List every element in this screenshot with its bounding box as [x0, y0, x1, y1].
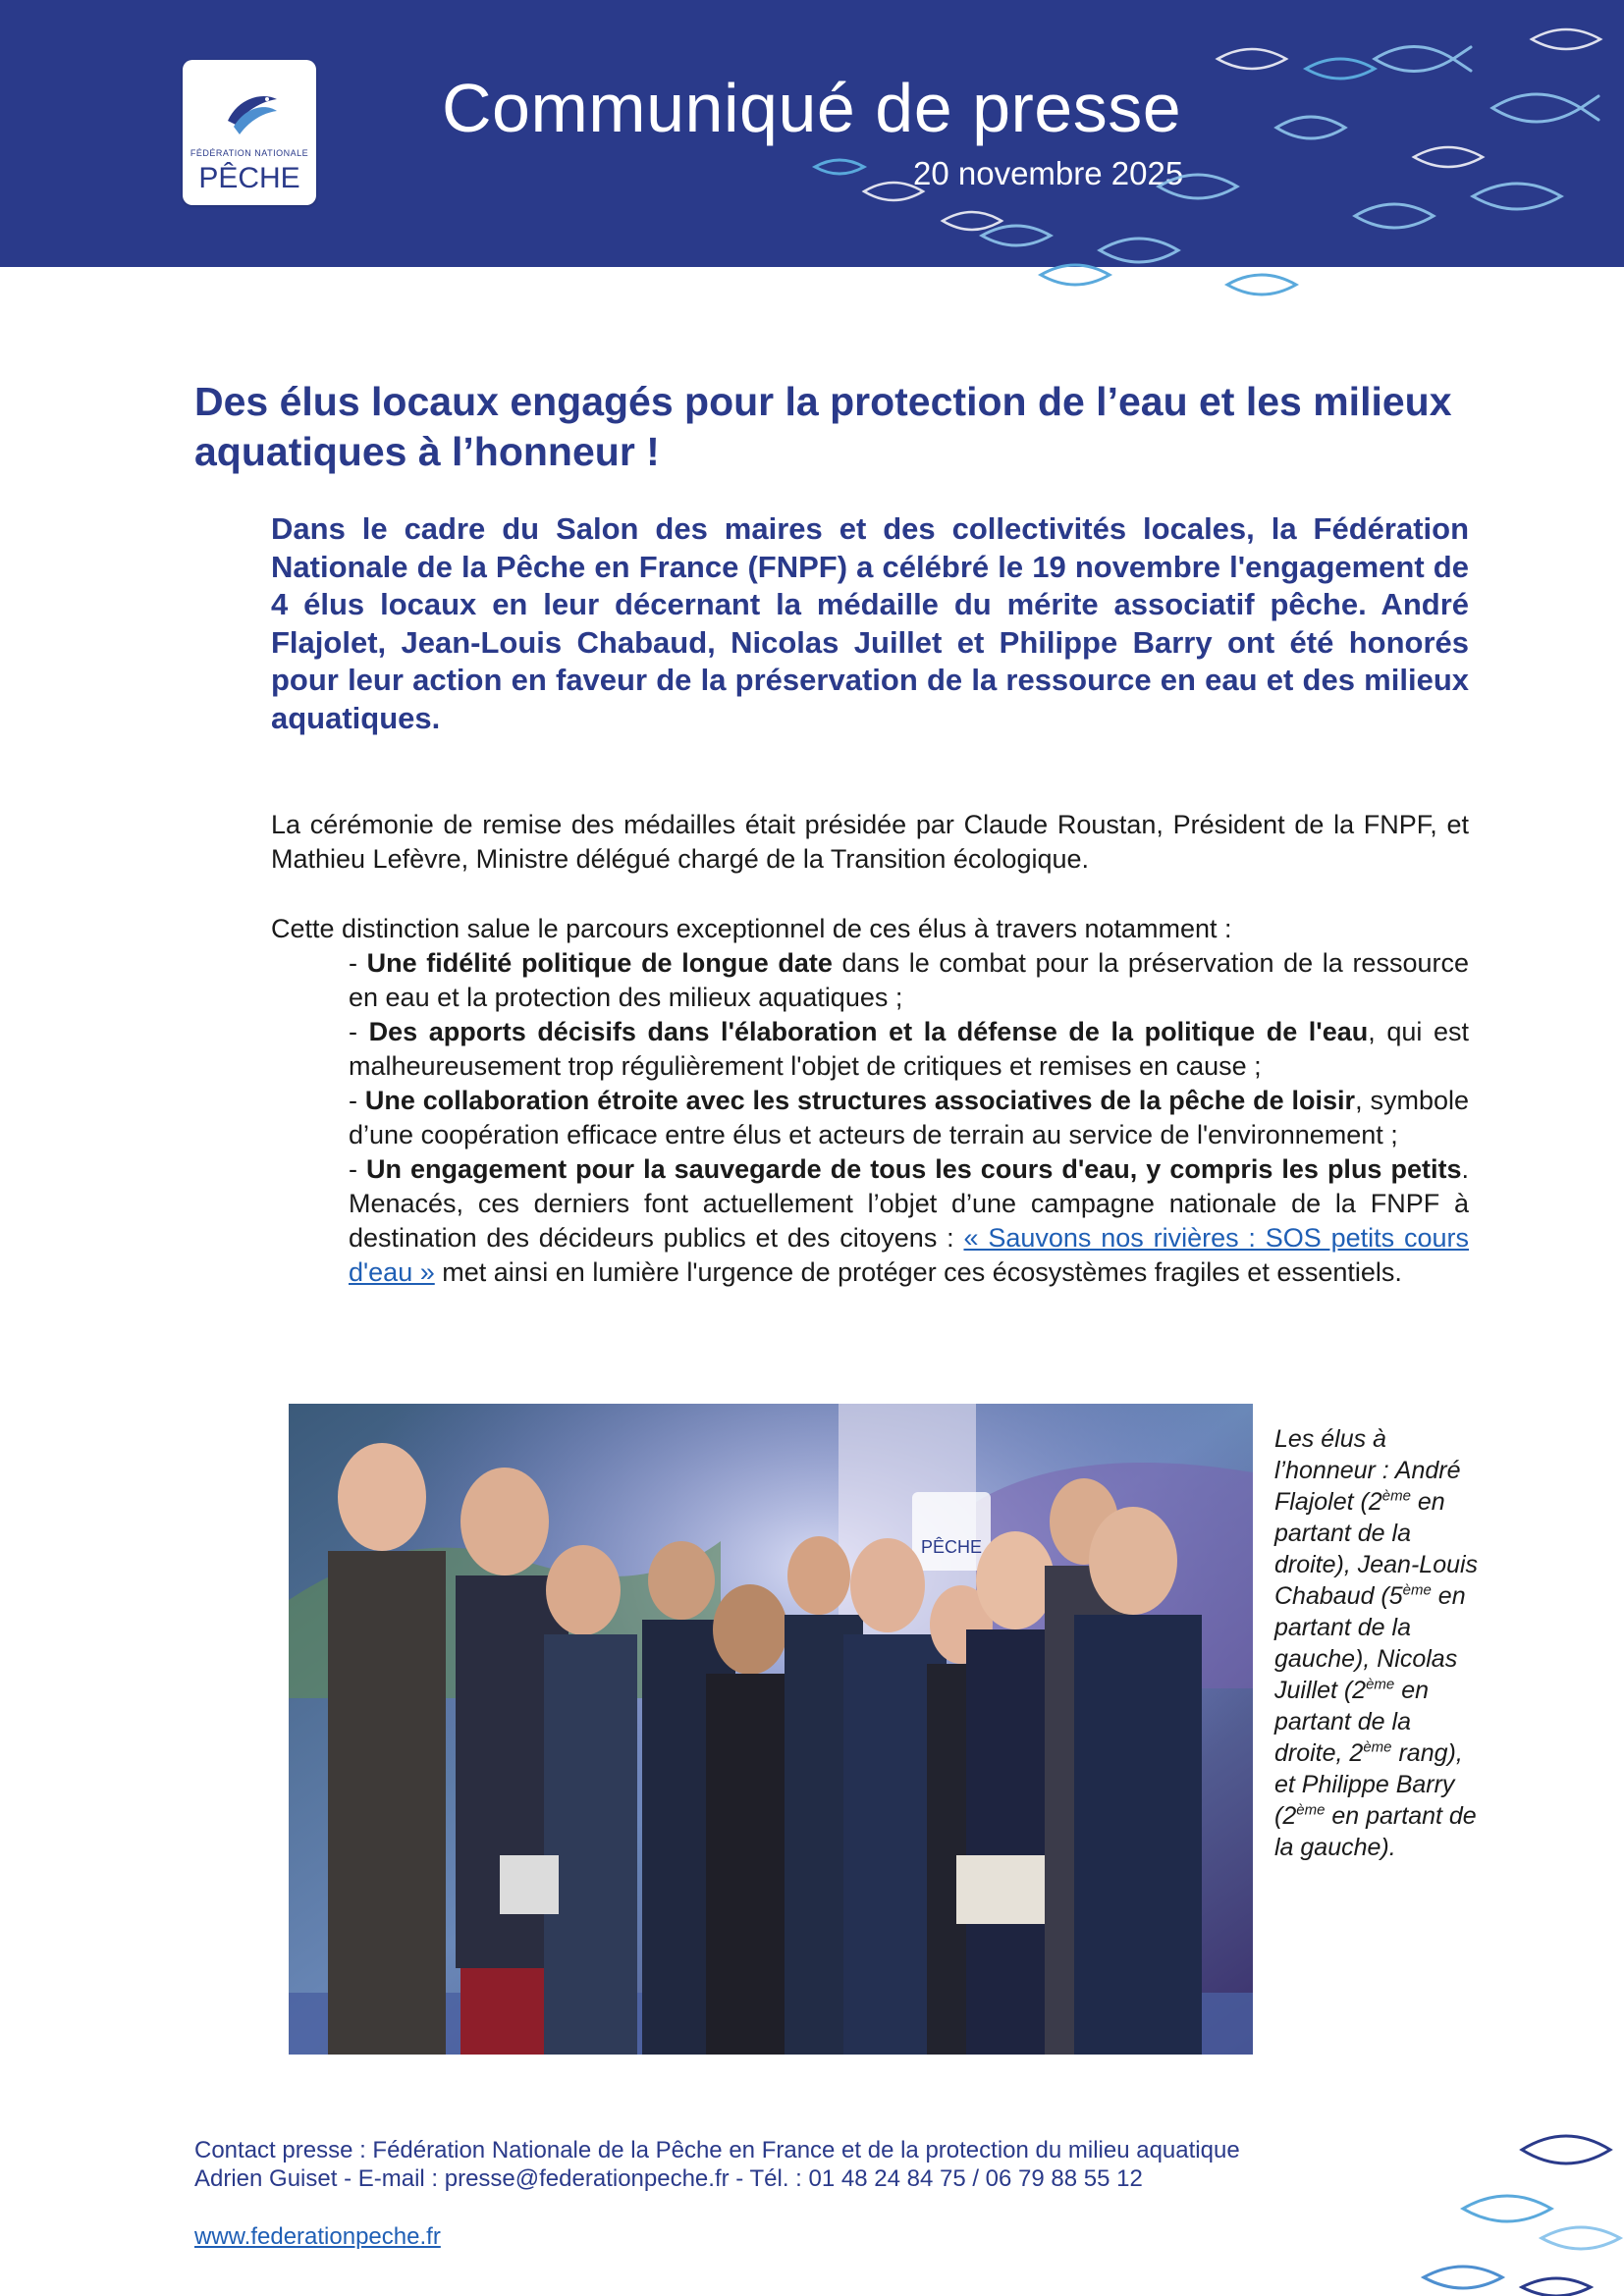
intro-paragraph: Dans le cadre du Salon des maires et des collectivités locales, la Fédération Nationale de la Pêche en France (FNPF) a célébré le 19 novembre l'engagement de 4 élus locaux en leur décernant la médaille du mérite associatif pêche. André Flajolet, Jean-Louis Chabaud, Nicolas Juillet et Philippe Barry ont été honorés pour leur action en faveur de la préservation de la ressource en eau et des milieux aquatiques. [271, 511, 1469, 735]
press-contact-org: Contact presse : Fédération Nationale de la Pêche en France et de la protection du milieu aquatique [194, 2137, 1240, 2163]
press-contact-person: Adrien Guiset - E-mail : presse@federationpeche.fr - Tél. : 01 48 24 84 75 / 06 79 88 55 12 [194, 2165, 1143, 2192]
header-banner [0, 0, 1624, 267]
logo-title: PÊCHE [198, 162, 300, 194]
ceremony-photo [289, 1404, 1253, 2055]
page-title: Des élus locaux engagés pour la protection de l’eau et les milieux aquatiques à l’honneur ! [194, 379, 1452, 474]
document-date: 20 novembre 2025 [913, 155, 1184, 191]
list-item: - Une collaboration étroite avec les structures associatives de la pêche de loisir, symbole d’une coopération efficace entre élus et acteurs de terrain au service de l'environnement ; [349, 1086, 1470, 1149]
list-item: - Un engagement pour la sauvegarde de tous les cours d'eau, y compris les plus petits. Menacés, ces derniers font actuellement l’objet d’une campagne nationale de la FNPF à destination des décideurs publics et des citoyens : « Sauvons nos rivières : SOS petits cours d'eau » met ainsi en lumière l'urgence de protéger ces écosystèmes fragiles et essentiels. [349, 1154, 1469, 1287]
fish-logo-icon [220, 78, 281, 146]
achievements-list [349, 946, 1469, 1290]
list-item: - Une fidélité politique de longue date dans le combat pour la préservation de la ressource en eau et la protection des milieux aquatiques ; [349, 948, 1469, 1012]
footer-fish-icon [1404, 2110, 1624, 2296]
fnpf-logo[interactable] [183, 60, 316, 205]
distinction-paragraph: Cette distinction salue le parcours exceptionnel de ces élus à travers notamment : [271, 914, 1232, 943]
list-item: - Des apports décisifs dans l'élaboration et la défense de la politique de l'eau, qui est malheureusement trop régulièrement l'objet de critiques et remises en cause ; [349, 1017, 1469, 1081]
ceremony-paragraph: La cérémonie de remise des médailles était présidée par Claude Roustan, Président de la FNPF, et Mathieu Lefèvre, Ministre délégué chargé de la Transition écologique. [271, 810, 1469, 874]
photo-sign-text: PÊCHE [920, 1537, 983, 1557]
photo-caption: Les élus à l’honneur : André Flajolet (2ème en partant de la droite), Jean-Louis Chabaud (5ème en partant de la gauche), Nicolas Juillet (2ème en partant de la droite, 2ème rang), et Philippe Barry (2ème en partant de la gauche). [1274, 1425, 1479, 1861]
document-type: Communiqué de presse [442, 70, 1182, 146]
logo-subtitle: FÉDÉRATION NATIONALE [189, 148, 309, 158]
campaign-link[interactable]: « Sauvons nos rivières : SOS petits cours d'eau » [349, 1223, 1469, 1287]
website-link[interactable]: www.federationpeche.fr [194, 2223, 441, 2250]
